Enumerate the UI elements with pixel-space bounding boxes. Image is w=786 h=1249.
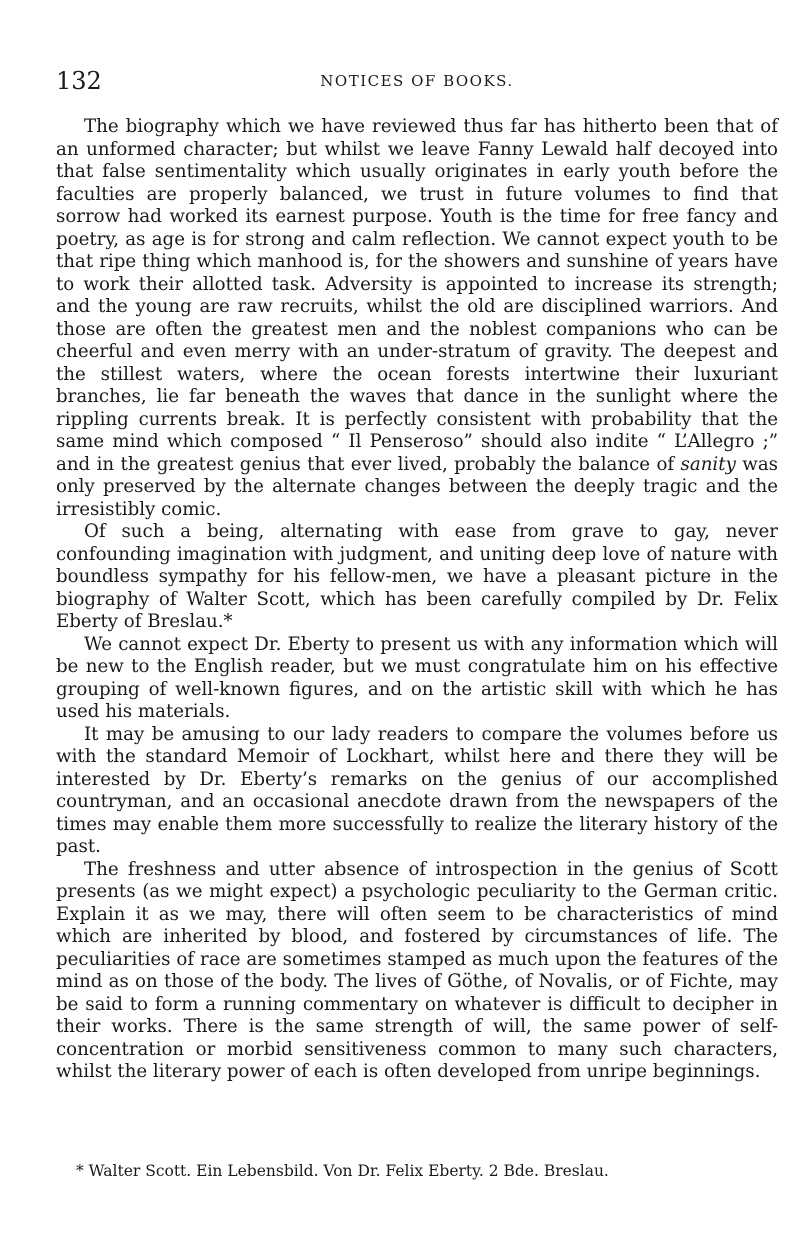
page-number: 132 xyxy=(56,67,102,95)
paragraph: It may be amusing to our lady readers to compare the volumes before us with the standard Memoir of Lockhart, whilst here and there they will be interested by Dr. Eberty’s remarks on the genius of our accomplished countryman, and an occasional anecdote drawn from the newspapers of the times may enable them more successfully to realize the literary history of the past. xyxy=(56,723,778,857)
footnote: * Walter Scott. Ein Lebensbild. Von Dr. Felix Eberty. 2 Bde. Breslau. xyxy=(76,1162,609,1180)
running-head: NOTICES OF BOOKS. xyxy=(320,72,514,90)
paragraph: We cannot expect Dr. Eberty to present us with any information which will be new to the English reader, but we must congratulate him on his effective grouping of well-known figures, and on the artistic skill with which he has used his materials. xyxy=(56,633,778,722)
paragraph: The biography which we have reviewed thus far has hitherto been that of an unformed character; but whilst we leave Fanny Lewald half decoyed into that false sentimentality which usually originates in early youth before the faculties are properly balanced, we trust in future volumes to find that sorrow had worked its earnest purpose. Youth is the time for free fancy and poetry, as age is for strong and calm reflection. We cannot expect youth to be that ripe thing which manhood is, for the showers and sunshine of years have to work their allotted task. Adversity is appointed to increase its strength; and the young are raw recruits, whilst the old are disciplined warriors. And those are often the greatest men and the noblest companions who can be cheerful and even merry with an under-stratum of gravity. The deepest and the stillest waters, where the ocean forests intertwine their luxuriant branches, lie far beneath the waves that dance in the sunlight where the rippling currents break. It is perfectly consistent with probability that the same mind which composed “ Il Penseroso” should also indite “ L’Allegro ;” and in the greatest genius that ever lived, probably the balance of sanity was only preserved by the alternate changes between the deeply tragic and the irresistibly comic. xyxy=(56,116,778,520)
page-header xyxy=(56,66,778,96)
paragraph: Of such a being, alternating with ease from grave to gay, never confounding imagination with judgment, and uniting deep love of nature with boundless sympathy for his fellow-men, we have a pleasant picture in the biography of Walter Scott, which has been carefully compiled by Dr. Felix Eberty of Breslau.* xyxy=(56,521,778,632)
paragraph: The freshness and utter absence of introspection in the genius of Scott presents (as we might expect) a psychologic peculiarity to the German critic. Explain it as we may, there will often seem to be characteristics of mind which are inherited by blood, and fostered by circumstances of life. The peculiarities of race are sometimes stamped as much upon the features of the mind as on those of the body. The lives of Göthe, of Novalis, or of Fichte, may be said to form a running commentary on whatever is difficult to decipher in their works. There is the same strength of will, the same power of self-concentration or morbid sensitiveness common to many such characters, whilst the literary power of each is often developed from unripe beginnings. xyxy=(56,858,778,1082)
body-text xyxy=(56,116,778,1084)
